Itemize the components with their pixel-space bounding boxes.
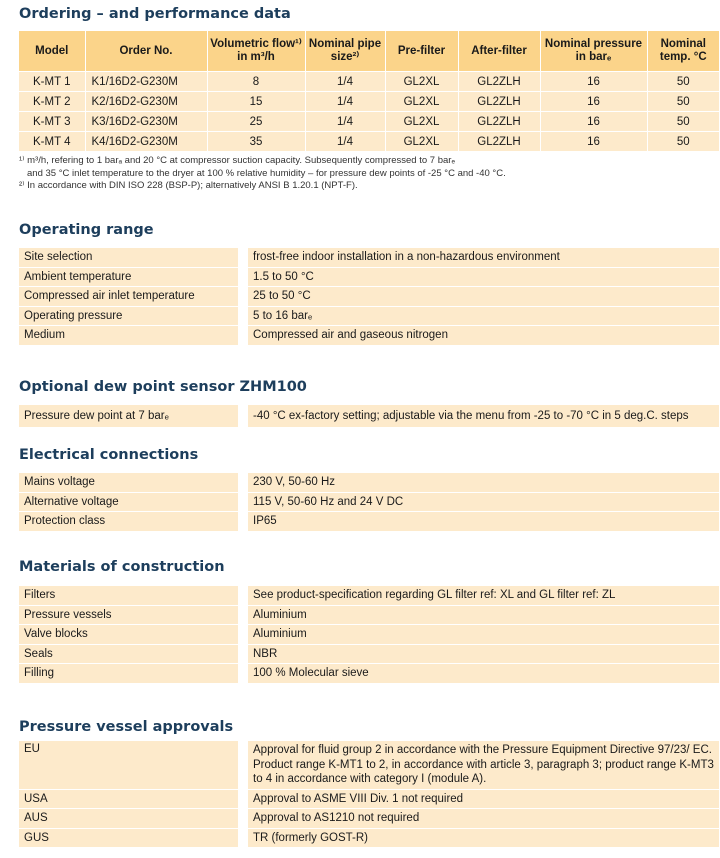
row-label: Site selection [19, 248, 243, 267]
cell-model: K-MT 1 [19, 72, 85, 92]
row-value: frost-free indoor installation in a non-hazardous environment [243, 248, 719, 267]
header-order-no: Order No. [85, 31, 207, 72]
materials-title: Materials of construction [19, 559, 225, 575]
cell-order-no: K4/16D2-G230M [85, 132, 207, 152]
header-volumetric-flow: Volumetric flow¹⁾ in m³/h [207, 31, 305, 72]
table-row [19, 405, 719, 428]
footnote-2: ²⁾ In accordance with DIN ISO 228 (BSP-P); alternatively ANSI B 1.20.1 (NPT-F). [19, 180, 358, 191]
table-row [19, 605, 719, 625]
cell-pipe-size: 1/4 [305, 132, 385, 152]
table-row [19, 828, 719, 848]
table-row [19, 267, 719, 287]
header-nominal-pressure: Nominal pressure in barₑ [540, 31, 647, 72]
cell-after-filter: GL2ZLH [458, 72, 540, 92]
row-label: Protection class [19, 512, 243, 532]
row-value: Approval to ASME VIII Div. 1 not required [243, 789, 719, 809]
cell-pressure: 16 [540, 72, 647, 92]
table-row [19, 809, 719, 829]
approvals-table [19, 741, 719, 848]
electrical-table [19, 473, 719, 532]
row-label: AUS [19, 809, 243, 829]
footnote-1-cont: and 35 °C inlet temperature to the dryer at 100 % relative humidity – for pressure dew points of -25 °C and -40 °C. [27, 167, 506, 179]
row-value: NBR [243, 644, 719, 664]
row-value: 230 V, 50-60 Hz [243, 473, 719, 492]
table-row [19, 741, 719, 789]
row-label: Filters [19, 586, 243, 605]
row-label: Pressure dew point at 7 barₑ [19, 405, 243, 428]
cell-pipe-size: 1/4 [305, 92, 385, 112]
table-row [19, 789, 719, 809]
cell-pre-filter: GL2XL [385, 72, 458, 92]
operating-title: Operating range [19, 222, 154, 238]
header-after-filter: After-filter [458, 31, 540, 72]
table-row [19, 306, 719, 326]
row-value: Approval to AS1210 not required [243, 809, 719, 829]
cell-model: K-MT 2 [19, 92, 85, 112]
sensor-title: Optional dew point sensor ZHM100 [19, 379, 307, 395]
sensor-table [19, 405, 719, 428]
cell-temp: 50 [647, 92, 719, 112]
cell-after-filter: GL2ZLH [458, 92, 540, 112]
cell-temp: 50 [647, 72, 719, 92]
row-label: EU [19, 741, 243, 789]
table-row [19, 72, 719, 92]
table-row [19, 248, 719, 267]
table-row [19, 287, 719, 307]
ordering-footnotes [19, 155, 506, 193]
table-row [19, 132, 719, 152]
header-pipe-size: Nominal pipe size²⁾ [305, 31, 385, 72]
cell-flow: 15 [207, 92, 305, 112]
row-value: 1.5 to 50 °C [243, 267, 719, 287]
row-label: Alternative voltage [19, 492, 243, 512]
cell-model: K-MT 3 [19, 112, 85, 132]
table-row [19, 112, 719, 132]
row-value: Approval for fluid group 2 in accordance with the Pressure Equipment Directive 97/23/ EC. Product range K-MT1 to 2, in accordance with article 3, paragraph 3; product range K-MT3 to 4 in accordance with category I (module A). [243, 741, 719, 789]
cell-pipe-size: 1/4 [305, 72, 385, 92]
row-label: Seals [19, 644, 243, 664]
ordering-table [19, 31, 719, 151]
operating-table [19, 248, 719, 346]
row-label: Compressed air inlet temperature [19, 287, 243, 307]
cell-pressure: 16 [540, 132, 647, 152]
row-value: IP65 [243, 512, 719, 532]
cell-after-filter: GL2ZLH [458, 132, 540, 152]
footnote-1: ¹⁾ m³/h, refering to 1 barₐ and 20 °C at compressor suction capacity. Subsequently compressed to 7 barₑ [19, 155, 455, 166]
cell-pre-filter: GL2XL [385, 112, 458, 132]
header-model: Model [19, 31, 85, 72]
electrical-title: Electrical connections [19, 447, 199, 463]
row-label: USA [19, 789, 243, 809]
cell-order-no: K2/16D2-G230M [85, 92, 207, 112]
cell-pre-filter: GL2XL [385, 132, 458, 152]
row-label: Ambient temperature [19, 267, 243, 287]
approvals-title: Pressure vessel approvals [19, 719, 234, 735]
row-label: Operating pressure [19, 306, 243, 326]
row-value: 5 to 16 barₑ [243, 306, 719, 326]
cell-flow: 35 [207, 132, 305, 152]
row-value: -40 °C ex-factory setting; adjustable via the menu from -25 to -70 °C in 5 deg.C. steps [243, 405, 719, 428]
row-label: Pressure vessels [19, 605, 243, 625]
header-pre-filter: Pre-filter [385, 31, 458, 72]
row-value: Compressed air and gaseous nitrogen [243, 326, 719, 346]
row-label: GUS [19, 828, 243, 848]
cell-temp: 50 [647, 132, 719, 152]
cell-order-no: K3/16D2-G230M [85, 112, 207, 132]
table-row [19, 625, 719, 645]
table-row [19, 586, 719, 605]
cell-after-filter: GL2ZLH [458, 112, 540, 132]
row-value: 25 to 50 °C [243, 287, 719, 307]
row-value: Aluminium [243, 605, 719, 625]
header-nominal-temp: Nominal temp. °C [647, 31, 719, 72]
ordering-header-row [19, 31, 719, 72]
row-value: TR (formerly GOST-R) [243, 828, 719, 848]
table-row [19, 473, 719, 492]
cell-flow: 8 [207, 72, 305, 92]
cell-model: K-MT 4 [19, 132, 85, 152]
ordering-title: Ordering – and performance data [19, 6, 291, 22]
row-label: Mains voltage [19, 473, 243, 492]
materials-table [19, 586, 719, 684]
table-row [19, 326, 719, 346]
cell-pressure: 16 [540, 92, 647, 112]
cell-temp: 50 [647, 112, 719, 132]
row-value: 100 % Molecular sieve [243, 664, 719, 684]
row-label: Filling [19, 664, 243, 684]
row-value: Aluminium [243, 625, 719, 645]
cell-pipe-size: 1/4 [305, 112, 385, 132]
cell-flow: 25 [207, 112, 305, 132]
cell-pre-filter: GL2XL [385, 92, 458, 112]
row-label: Medium [19, 326, 243, 346]
row-value: 115 V, 50-60 Hz and 24 V DC [243, 492, 719, 512]
table-row [19, 644, 719, 664]
row-value: See product-specification regarding GL filter ref: XL and GL filter ref: ZL [243, 586, 719, 605]
cell-pressure: 16 [540, 112, 647, 132]
cell-order-no: K1/16D2-G230M [85, 72, 207, 92]
table-row [19, 92, 719, 112]
table-row [19, 664, 719, 684]
row-label: Valve blocks [19, 625, 243, 645]
table-row [19, 512, 719, 532]
table-row [19, 492, 719, 512]
